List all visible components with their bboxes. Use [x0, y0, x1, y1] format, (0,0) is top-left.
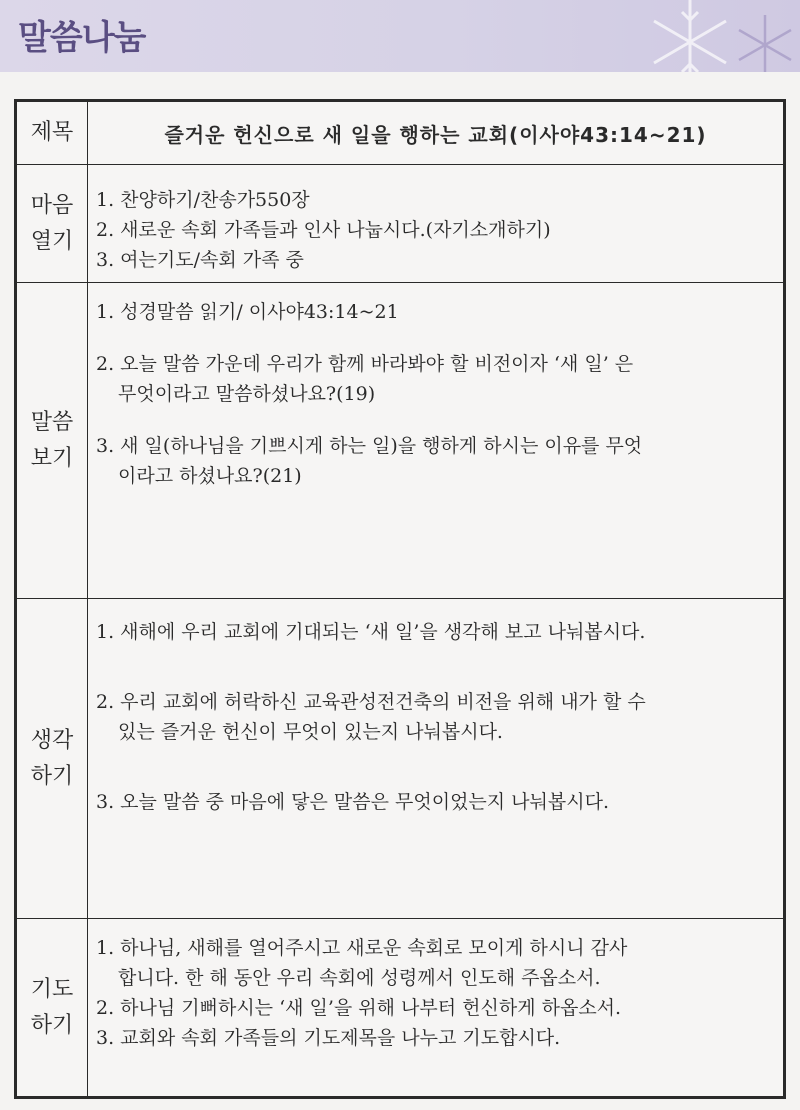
worksheet-title: 즐거운 헌신으로 새 일을 행하는 교회(이사야43:14~21)	[88, 101, 785, 165]
list-item: 1. 새해에 우리 교회에 기대되는 ‘새 일’을 생각해 보고 나눠봅시다.	[96, 621, 646, 643]
page-header	[0, 0, 800, 72]
list-item: 3. 오늘 말씀 중 마음에 닿은 말씀은 무엇이었는지 나눠봅시다.	[96, 791, 609, 813]
title-label: 제목	[16, 101, 88, 165]
section-title: 말씀나눔	[18, 18, 146, 58]
list-item: 1. 찬양하기/찬송가550장	[96, 189, 310, 211]
section-label-read-word: 말씀 보기	[16, 283, 88, 599]
list-item: 3. 새 일(하나님을 기쁘시게 하는 일)을 행하게 하시는 이유를 무엇 이라고 하셨나요?(21)	[96, 435, 643, 487]
snowflake-icon	[730, 10, 800, 72]
section-label-pray: 기도 하기	[16, 919, 88, 1098]
section-label-open-heart: 마음 열기	[16, 165, 88, 283]
list-item: 1. 성경말씀 읽기/ 이사야43:14~21	[96, 301, 399, 323]
section-content-think	[88, 599, 785, 919]
list-item: 3. 여는기도/속회 가족 중	[96, 249, 304, 271]
section-label-think: 생각 하기	[16, 599, 88, 919]
list-item: 2. 우리 교회에 허락하신 교육관성전건축의 비전을 위해 내가 할 수 있는 즐거운 헌신이 무엇이 있는지 나눠봅시다.	[96, 691, 646, 743]
section-content-open-heart	[88, 165, 785, 283]
list-item: 2. 새로운 속회 가족들과 인사 나눕시다.(자기소개하기)	[96, 219, 551, 241]
snowflake-icon	[640, 0, 740, 72]
section-content-read-word	[88, 283, 785, 599]
list-item: 2. 하나님 기뻐하시는 ‘새 일’을 위해 나부터 헌신하게 하옵소서.	[96, 997, 622, 1019]
section-content-pray	[88, 919, 785, 1098]
list-item: 3. 교회와 속회 가족들의 기도제목을 나누고 기도합시다.	[96, 1027, 561, 1049]
list-item: 1. 하나님, 새해를 열어주시고 새로운 속회로 모이게 하시니 감사 합니다. 한 해 동안 우리 속회에 성령께서 인도해 주옵소서.	[96, 937, 628, 989]
list-item: 2. 오늘 말씀 가운데 우리가 함께 바라봐야 할 비전이자 ‘새 일’ 은 무엇이라고 말씀하셨나요?(19)	[96, 353, 634, 405]
worksheet-table	[14, 99, 786, 1099]
